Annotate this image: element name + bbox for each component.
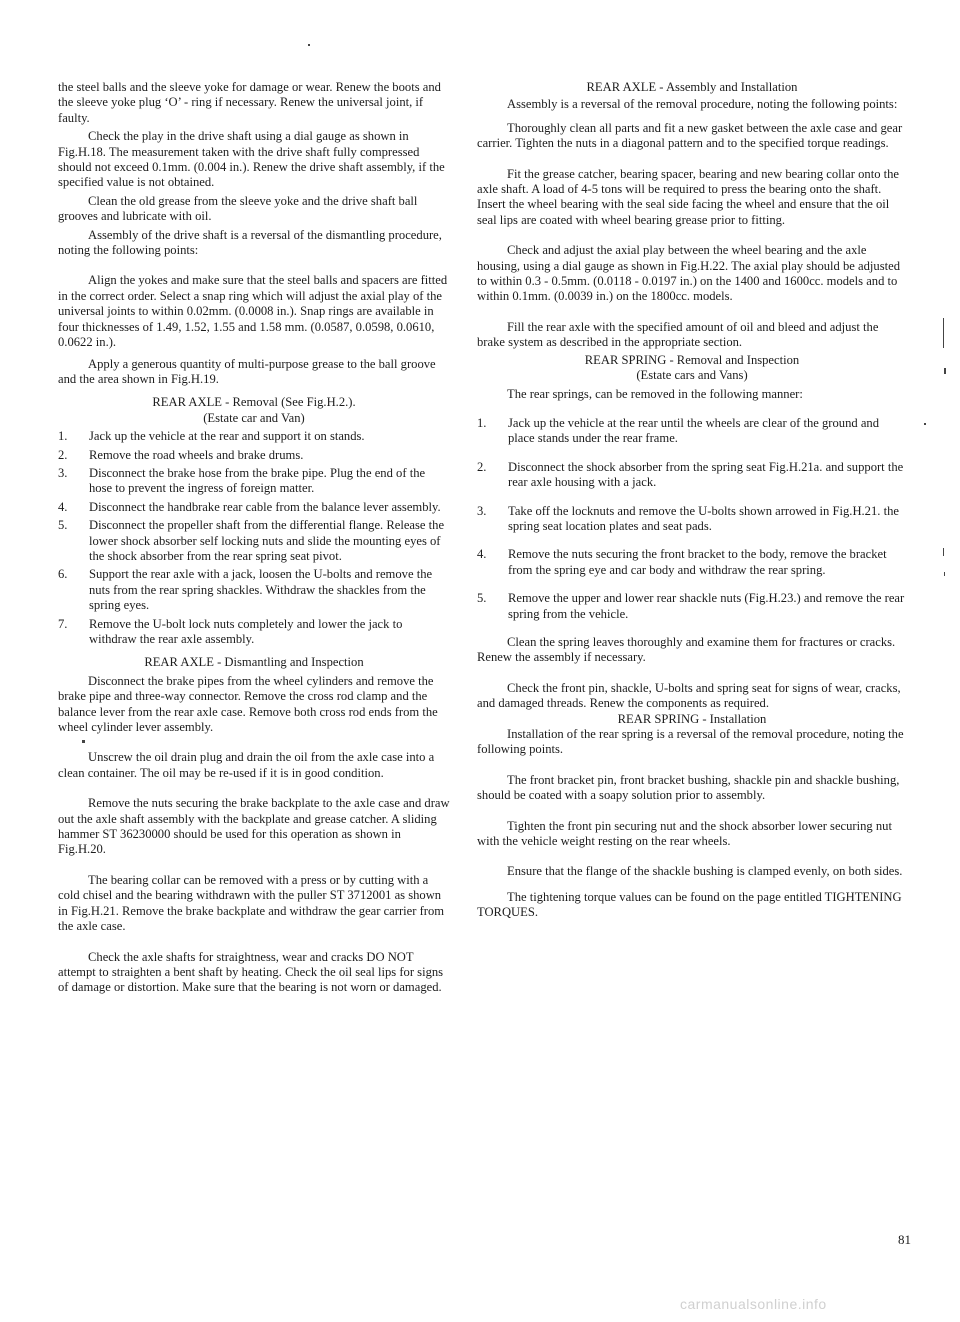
list-item [58,518,450,564]
step-text: Disconnect the shock absorber from the spring seat Fig.H.21a. and support the rear axle housing with a jack. [508,459,904,490]
removal-steps-list [58,429,450,647]
step-number: 4. [58,499,68,514]
section-heading-rear-spring-installation: REAR SPRING - Installation [617,711,767,726]
scan-speck [82,740,85,743]
paragraph: Assembly is a reversal of the removal procedure, noting the following points: [507,97,898,112]
step-number: 4. [477,547,487,562]
paragraph: The front bracket pin, front bracket bushing, shackle pin and shackle bushing, should be coated with a soapy solution prior to assembly. [477,772,900,803]
step-text: Jack up the vehicle at the rear and support it on stands. [89,429,365,444]
list-item [477,504,907,535]
paragraph: Assembly of the drive shaft is a reversal of the dismantling procedure, noting the following points: [58,227,442,258]
step-text: Disconnect the brake hose from the brake pipe. Plug the end of the hose to prevent the ingress of foreign matter. [89,465,426,496]
list-item [477,591,907,622]
list-item [58,466,450,497]
paragraph: Check and adjust the axial play between the wheel bearing and the axle housing, using a dial gauge as shown in Fig.H.22. The axial play should be adjusted to within 0.3 - 0.5mm. (0.0118 - 0.0197 in.) on the 1400 and 1600cc. models and to within 0.1mm. (0.0039 in.) on the 1800cc. models. [477,243,901,304]
step-number: 6. [58,567,68,582]
paragraph: Check the play in the drive shaft using a dial gauge as shown in Fig.H.18. The measurement taken with the drive shaft fully compressed should not exceed 0.1mm. (0.004 in.). Renew the drive shaft assembly, if the specified value is not obtained. [58,129,445,190]
section-heading-rear-spring-removal: REAR SPRING - Removal and Inspection [584,352,800,367]
paragraph: Ensure that the flange of the shackle bushing is clamped evenly, on both sides. [507,864,903,879]
left-column [58,80,450,1011]
paragraph: Unscrew the oil drain plug and drain the oil from the axle case into a clean container. The oil may be re-used if it is in good condition. [58,750,435,780]
section-subheading: (Estate car and Van) [203,410,305,425]
step-text: Remove the road wheels and brake drums. [89,447,304,462]
page-number: 81 [898,1232,911,1247]
step-number: 3. [58,465,68,480]
step-number: 7. [58,616,68,631]
scan-speck [943,318,944,348]
step-number: 2. [58,447,68,462]
step-text: Remove the upper and lower rear shackle nuts (Fig.H.23.) and remove the rear spring from the vehicle. [508,591,905,621]
scan-speck [944,572,945,576]
paragraph: Tighten the front pin securing nut and the shock absorber lower securing nut with the vehicle weight resting on the rear wheels. [477,818,892,849]
paragraph: Clean the spring leaves thoroughly and examine them for fractures or cracks. Renew the assembly if necessary. [477,634,896,665]
list-item [58,567,450,613]
list-item [58,617,450,648]
list-item [477,460,907,491]
step-number: 1. [477,415,487,430]
list-item [58,500,450,515]
list-item [58,429,450,444]
section-heading-rear-axle-dismantling: REAR AXLE - Dismantling and Inspection [144,655,364,670]
paragraph: Thoroughly clean all parts and fit a new gasket between the axle case and gear carrier. Tighten the nuts in a diagonal pattern and to the specified torque readings. [477,120,903,151]
scan-speck [943,548,944,556]
paragraph: Installation of the rear spring is a reversal of the removal procedure, noting the following points. [477,727,904,757]
right-column [477,80,907,936]
section-heading-rear-axle-removal: REAR AXLE - Removal (See Fig.H.2.). [152,395,356,410]
paragraph: Fit the grease catcher, bearing spacer, bearing and new bearing collar onto the axle shaft. A load of 4-5 tons will be required to press the bearing onto the shaft. Insert the wheel bearing with the seal side facing the wheel and ensure that the oil seal lips are coated with wheel bearing grease prior to fitting. [477,166,900,227]
paragraph: Disconnect the brake pipes from the wheel cylinders and remove the brake pipe and three-way connector. Remove the cross rod clamp and the balance lever from the rear axle case. Remove both cross rod ends from the wheel cylinder lever assembly. [58,673,438,735]
scan-speck [924,423,926,425]
paragraph: The bearing collar can be removed with a press or by cutting with a cold chisel and the bearing withdrawn with the puller ST 3712001 as shown in Fig.H.21. Remove the brake backplate and withdraw the gear carrier from the axle case. [58,872,445,934]
spring-removal-steps-list [477,416,907,622]
step-number: 5. [58,518,68,533]
step-text: Support the rear axle with a jack, loosen the U-bolts and remove the nuts from the rear spring shackles. Withdraw the shackles from the spring eyes. [89,567,433,613]
paragraph: Apply a generous quantity of multi-purpose grease to the ball groove and the area shown in Fig.H.19. [58,356,436,386]
step-text: Jack up the vehicle at the rear until the wheels are clear of the ground and place stands under the rear frame. [508,415,880,446]
step-number: 3. [477,503,487,518]
section-heading-rear-axle-assembly: REAR AXLE - Assembly and Installation [586,80,798,94]
step-text: Take off the locknuts and remove the U-bolts shown arrowed in Fig.H.21. the spring seat location plates and seat pads. [508,503,899,533]
paragraph: The rear springs, can be removed in the following manner: [507,386,803,401]
step-number: 2. [477,459,487,474]
paragraph: Clean the old grease from the sleeve yoke and the drive shaft ball grooves and lubricate with oil. [58,193,418,224]
paragraph: Remove the nuts securing the brake backplate to the axle case and draw out the axle shaft assembly with the backplate and grease catcher. A sliding hammer ST 36230000 should be used for this operation as shown in Fig.H.20. [58,796,450,857]
paragraph: the steel balls and the sleeve yoke for damage or wear. Renew the boots and the sleeve yoke plug ‘O’ - ring if necessary. Renew the universal joint, if faulty. [58,80,441,125]
paragraph: The tightening torque values can be found on the page entitled TIGHTENING TORQUES. [477,889,902,920]
list-item [477,416,907,447]
scan-speck [944,368,946,374]
paragraph: Align the yokes and make sure that the steel balls and spacers are fitted in the correct order. Select a snap ring which will adjust the axial play of the universal joints to within 0.02mm. (0.0008 in.). Snap rings are available in four thicknesses of 1.49, 1.52, 1.55 and 1.58 mm. (0.0587, 0.0598, 0.0610, 0.0622 in.). [58,273,448,350]
paragraph: Fill the rear axle with the specified amount of oil and bleed and adjust the brake system as described in the appropriate section. [477,319,879,350]
step-text: Disconnect the handbrake rear cable from the balance lever assembly. [89,499,441,514]
step-number: 5. [477,591,487,606]
step-number: 1. [58,429,68,444]
list-item [477,547,907,578]
paragraph: Check the front pin, shackle, U-bolts and spring seat for signs of wear, cracks, and damaged threads. Renew the components as required. [477,680,901,711]
scan-speck [308,44,310,46]
step-text: Remove the nuts securing the front bracket to the body, remove the bracket from the spring eye and car body and withdraw the rear spring. [508,547,887,577]
paragraph: Check the axle shafts for straightness, wear and cracks DO NOT attempt to straighten a bent shaft by heating. Check the oil seal lips for signs of damage or distortion. Make sure that the bearing is not worn or damaged. [58,949,444,995]
section-subheading: (Estate cars and Vans) [636,368,748,383]
list-item [58,448,450,463]
step-text: Remove the U-bolt lock nuts completely and lower the jack to withdraw the rear axle assembly. [89,616,403,646]
footer-watermark: carmanualsonline.info [680,1296,827,1312]
step-text: Disconnect the propeller shaft from the differential flange. Release the lower shock absorber self locking nuts and slide the mounting eyes of the shock absorber from the rear spring seat pivot. [89,518,445,563]
